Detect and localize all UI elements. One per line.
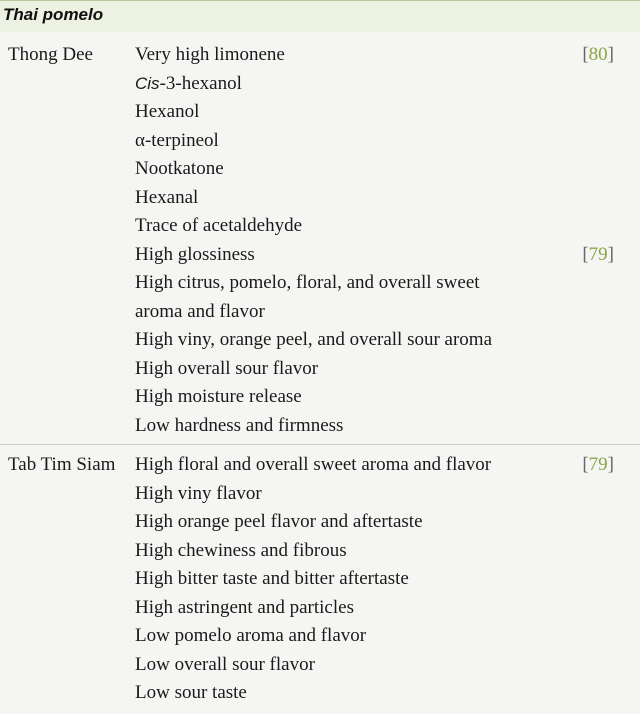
attribute-item: High bitter taste and bitter aftertaste [135, 568, 409, 589]
attribute-item: α-terpineol [135, 129, 219, 151]
attribute-rest-part: -3-hexanol [159, 72, 242, 94]
attribute-item: High viny, orange peel, and overall sour aroma [135, 329, 493, 350]
attribute-item: High citrus, pomelo, floral, and overall sweet [135, 272, 480, 293]
variety-group-tab-tim-siam [0, 451, 640, 711]
attribute-item: High moisture release [135, 386, 302, 407]
attribute-item: High astringent and particles [135, 596, 354, 618]
attribute-item: High viny flavor [135, 482, 262, 504]
attribute-item: High chewiness and fibrous [135, 539, 347, 561]
attribute-item: aroma and flavor [135, 300, 265, 322]
reference-citation[interactable]: [80] [582, 44, 614, 65]
attribute-item: Nootkatone [135, 158, 224, 179]
attribute-item: High glossiness [135, 243, 255, 265]
reference-citation[interactable]: [79] [582, 243, 614, 265]
reference-number[interactable]: 79 [588, 243, 608, 265]
attribute-item: Low sour taste [135, 682, 247, 703]
attribute-item: Hexanol [135, 101, 200, 122]
attribute-item: High overall sour flavor [135, 357, 319, 379]
attribute-item: High floral and overall sweet aroma and flavor [135, 454, 492, 475]
attribute-item: Hexanal [135, 186, 199, 208]
section-header [0, 0, 640, 32]
reference-number[interactable]: 79 [588, 454, 608, 475]
attribute-item: Low pomelo aroma and flavor [135, 625, 367, 646]
row-divider [0, 444, 640, 445]
variety-name: Tab Tim Siam [8, 454, 116, 475]
section-title: Thai pomelo [3, 5, 104, 24]
attribute-list [135, 41, 492, 440]
attribute-item: Low overall sour flavor [135, 653, 315, 675]
attribute-item: Trace of acetaldehyde [135, 215, 303, 236]
attribute-list [135, 451, 491, 708]
variety-group-thong-dee [0, 41, 640, 441]
reference-number[interactable]: 80 [588, 44, 608, 65]
variety-name: Thong Dee [8, 44, 93, 65]
attribute-item: High orange peel flavor and aftertaste [135, 511, 423, 532]
reference-citation[interactable]: [79] [582, 454, 614, 475]
attribute-item [135, 70, 492, 99]
attribute-item: Low hardness and firmness [135, 414, 344, 436]
attribute-italic-part: Cis [135, 73, 160, 93]
attribute-item: Very high limonene [135, 44, 285, 65]
